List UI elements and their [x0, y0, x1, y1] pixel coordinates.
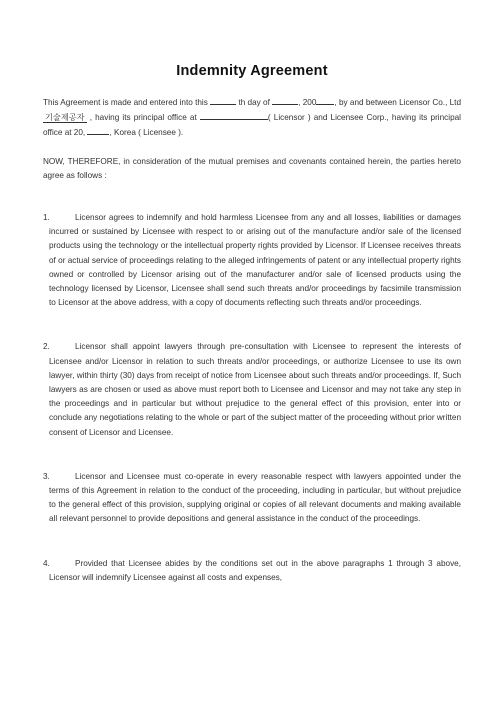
- licensor-korean-name: 기술제공자: [45, 113, 85, 123]
- clause-1: [43, 211, 461, 310]
- clause-2: [43, 340, 461, 439]
- clause-text: Licensor agrees to indemnify and hold harmless Licensee from any and all losses, liabilities or damages incurred or sustained by Licensee with respect to or arising out of the manufacture and/or sale of the licensed products using the technology or the intellectual property rights provided by Licensor. If Licensee receives threats of or actual service of proceedings relating to the alleged infringements of patent or any intellectual property rights owned or controlled by Licensor arising out of the manufacturer and/or sale of licensed products using the technology licensed by Licensor, Licensee shall send such threats and/or proceedings by facsimile transmission to Licensor at the above address, with a copy of documents reflecting such threats and/or proceedings.: [49, 213, 461, 308]
- clause-number: 2.: [43, 342, 50, 352]
- intro-text-5: , having its principal office at: [89, 113, 197, 123]
- intro-text-6: ( Licensor ) and Licensee Corp., having its principal office at 20,: [43, 113, 462, 138]
- intro-paragraph: [43, 95, 461, 141]
- document-title: Indemnity Agreement: [176, 63, 328, 79]
- intro-text-1: This Agreement is made and entered into this: [43, 98, 208, 107]
- address2-blank: [87, 125, 109, 135]
- month-blank: [272, 95, 298, 105]
- clause-text: Provided that Licensee abides by the conditions set out in the above paragraphs 1 through 3 above, Licensor will indemnify Licensee against all costs and expenses,: [49, 558, 461, 582]
- intro-text-4: , by and between Licensor Co., Ltd: [334, 98, 462, 107]
- clause-number: 4.: [43, 558, 50, 568]
- now-therefore-paragraph: NOW, THEREFORE, in consideration of the mutual premises and covenants contained herein, the parties hereto agree as follows :: [43, 156, 461, 180]
- intro-text-7: , Korea ( Licensee ).: [109, 128, 184, 138]
- clause-number: 1.: [43, 213, 50, 223]
- address-blank: [200, 110, 268, 120]
- year-blank: [316, 95, 334, 105]
- day-blank: [210, 95, 236, 105]
- clause-text: Licensor and Licensee must co-operate in every reasonable respect with lawyers appointed under the terms of this Agreement in relation to the conduct of the proceeding, including in particular, but without prejudice to the general effect of this provision, supplying original or copies of all relevant documents and making available all relevant personnel to provide depositions and general assistance in the conduct of the proceedings.: [49, 471, 461, 524]
- clause-text: Licensor shall appoint lawyers through pre-consultation with Licensee to represent the interests of Licensee and/or Licensor in relation to such threats and/or proceedings, or authorize Licensee to use its own lawyer, within thirty (30) days from receipt of notice from Licensee about such threats and/or proceedings. If, Such lawyers as are chosen or used as above must report both to Licensee and Licensor and may not take any step in the proceedings and in particular but without prejudice to the general effect of this provision, enter into or conclude any negotiations relating to the whole or part of the subject matter of the proceeding without prior written consent of Licensor and Licensee.: [49, 342, 461, 437]
- intro-text-2: th day of: [238, 98, 270, 107]
- intro-text-3: , 200: [298, 98, 317, 107]
- clause-4: [43, 557, 461, 585]
- clause-3: [43, 470, 461, 527]
- clause-number: 3.: [43, 471, 50, 481]
